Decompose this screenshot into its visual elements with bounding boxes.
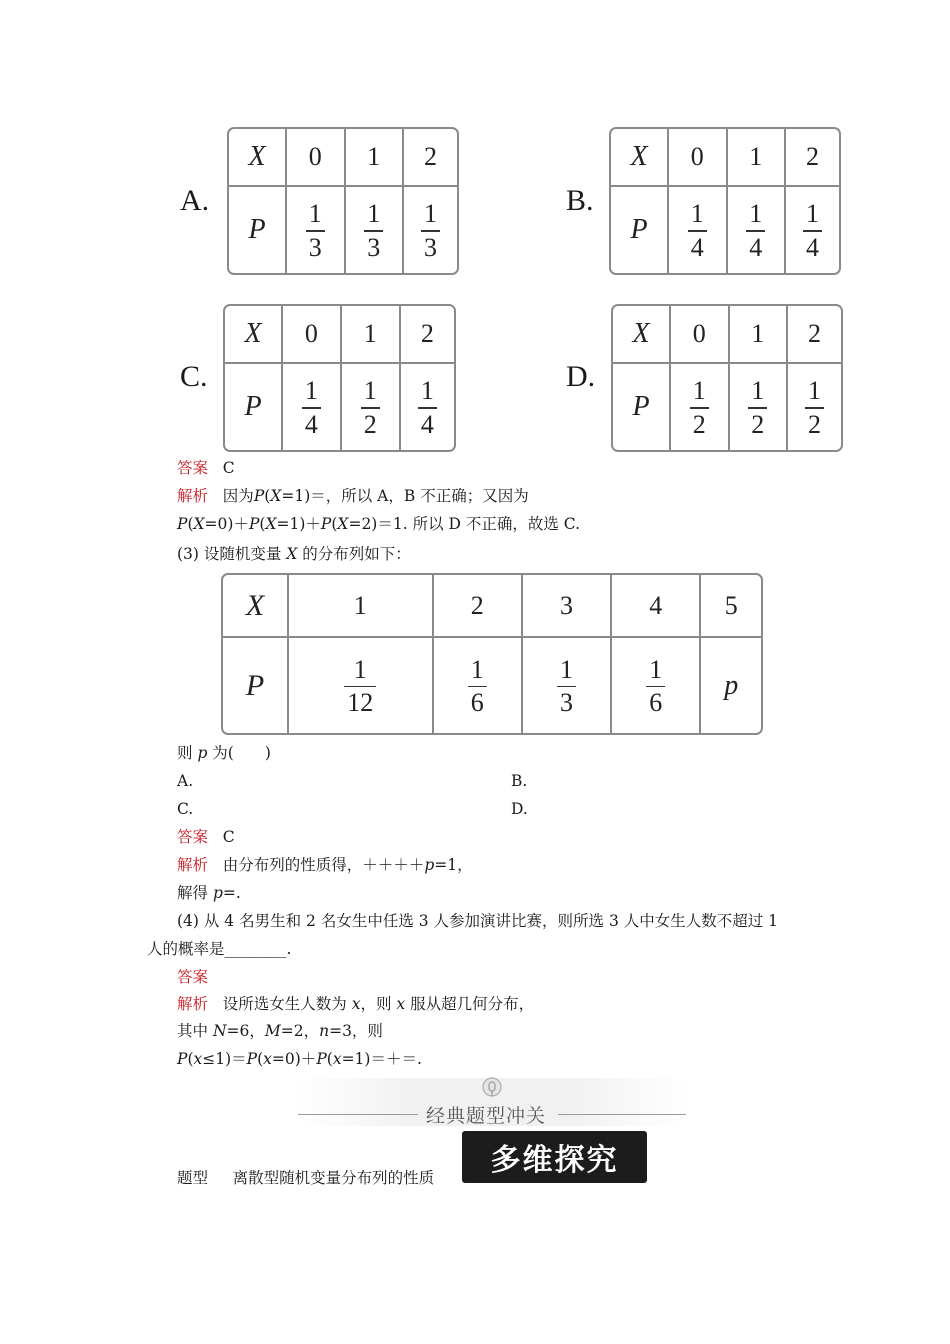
banner-rule-left	[298, 1114, 418, 1115]
q3-analysis-line1: 解析 由分布列的性质得，＋＋＋＋p=1，	[177, 856, 473, 874]
p-header: P	[613, 364, 671, 450]
option-c-table	[223, 304, 456, 452]
answer-value: C	[222, 459, 235, 477]
q4-analysis-line3: P(x≤1)＝P(x=0)＋P(x=1)＝＋＝.	[177, 1050, 422, 1068]
q3-answer-line	[177, 827, 235, 847]
q4-analysis-line2: 其中 N=6，M=2，n=3，则	[177, 1022, 383, 1040]
option-b-table	[609, 127, 841, 275]
probability-fraction: $\frac{1}{3}$	[557, 657, 576, 717]
topic-line	[177, 1168, 434, 1188]
bulb-icon	[480, 1076, 504, 1100]
x-value: 0	[283, 306, 342, 364]
x-header: X	[613, 306, 671, 364]
probability-fraction: $\frac{1}{2}$	[690, 378, 709, 438]
x-value: 2	[404, 129, 457, 187]
section-title: 经典题型冲关	[426, 1105, 547, 1127]
answer-label: 答案	[177, 968, 209, 986]
q2-answer-line	[177, 458, 235, 478]
option-a-table	[227, 127, 459, 275]
x-value: 1	[730, 306, 789, 364]
probability-fraction: $\frac{1}{2}$	[361, 378, 380, 438]
x-value: 1	[728, 129, 787, 187]
x-value: 0	[671, 306, 730, 364]
p-header: P	[611, 187, 669, 273]
x-value: 0	[287, 129, 346, 187]
probability-fraction: $\frac{1}{4}$	[302, 378, 321, 438]
probability-fraction: $\frac{1}{4}$	[746, 201, 765, 261]
x-value: 1	[289, 575, 434, 638]
explore-badge: 多维探究	[462, 1131, 647, 1183]
answer-label: 答案	[177, 828, 209, 846]
probability-fraction: $\frac{1}{4}$	[688, 201, 707, 261]
answer-value: C	[222, 828, 235, 846]
probability-fraction: $\frac{1}{3}$	[306, 201, 325, 261]
x-header: X	[229, 129, 287, 187]
p-header: P	[225, 364, 283, 450]
topic-title: 离散型随机变量分布列的性质	[232, 1169, 435, 1187]
probability-fraction: $\frac{1}{2}$	[748, 378, 767, 438]
x-value: 0	[669, 129, 728, 187]
x-value: 1	[342, 306, 401, 364]
q4-analysis-line1: 解析 设所选女生人数为 x，则 x 服从超几何分布，	[177, 995, 535, 1013]
probability-fraction: $\frac{1}{4}$	[803, 201, 822, 261]
x-header: X	[225, 306, 283, 364]
answer-label: 答案	[177, 459, 209, 477]
x-value: 4	[612, 575, 701, 638]
x-header: X	[223, 575, 289, 638]
unknown-probability: p	[724, 669, 739, 701]
probability-fraction: $\frac{1}{4}$	[418, 378, 437, 438]
q4-answer-line	[177, 967, 208, 987]
probability-fraction: $\frac{1}{3}$	[364, 201, 383, 261]
analysis-label: 解析	[177, 487, 209, 505]
q3-stem: (3) 设随机变量 X 的分布列如下：	[177, 545, 411, 563]
q3-question: 则 p 为( )	[177, 744, 271, 762]
p-header: P	[223, 638, 289, 733]
q3-analysis-line2: 解得 p=.	[177, 884, 241, 902]
x-value: 2	[401, 306, 454, 364]
analysis-label: 解析	[177, 856, 209, 874]
option-d-letter: D.	[566, 360, 596, 393]
option-c-letter: C.	[180, 360, 208, 393]
x-header: X	[611, 129, 669, 187]
x-value: 2	[788, 306, 841, 364]
choice-c: C.	[177, 800, 194, 818]
probability-fraction: $\frac{1}{12}$	[344, 657, 376, 717]
x-value: 2	[786, 129, 839, 187]
analysis-label: 解析	[177, 995, 209, 1013]
p-header: P	[229, 187, 287, 273]
option-d-table	[611, 304, 843, 452]
topic-label: 题型	[177, 1169, 209, 1187]
q3-distribution-table	[221, 573, 763, 735]
choice-b: B.	[511, 772, 528, 790]
probability-fraction: $\frac{1}{3}$	[421, 201, 440, 261]
q4-stem-line1: (4) 从 4 名男生和 2 名女生中任选 3 人参加演讲比赛，则所选 3 人中女生人数不超过 1	[177, 912, 779, 930]
x-value: 3	[523, 575, 612, 638]
q2-analysis-line1: 解析 因为P(X=1)＝，所以 A，B 不正确；又因为	[177, 487, 529, 505]
probability-fraction: $\frac{1}{2}$	[805, 378, 824, 438]
choice-d: D.	[511, 800, 528, 818]
option-a-letter: A.	[180, 184, 210, 217]
probability-fraction: $\frac{1}{6}$	[646, 657, 665, 717]
x-value: 2	[434, 575, 523, 638]
x-value: 1	[346, 129, 405, 187]
choice-a: A.	[177, 772, 194, 790]
probability-fraction: $\frac{1}{6}$	[468, 657, 487, 717]
q4-stem-line2: 人的概率是________.	[147, 940, 292, 958]
x-value: 5	[701, 575, 761, 638]
q2-analysis-line2: P(X=0)＋P(X=1)＋P(X=2)＝1. 所以 D 不正确，故选 C.	[177, 515, 581, 533]
banner-rule-right	[558, 1114, 686, 1115]
option-b-letter: B.	[566, 184, 594, 217]
